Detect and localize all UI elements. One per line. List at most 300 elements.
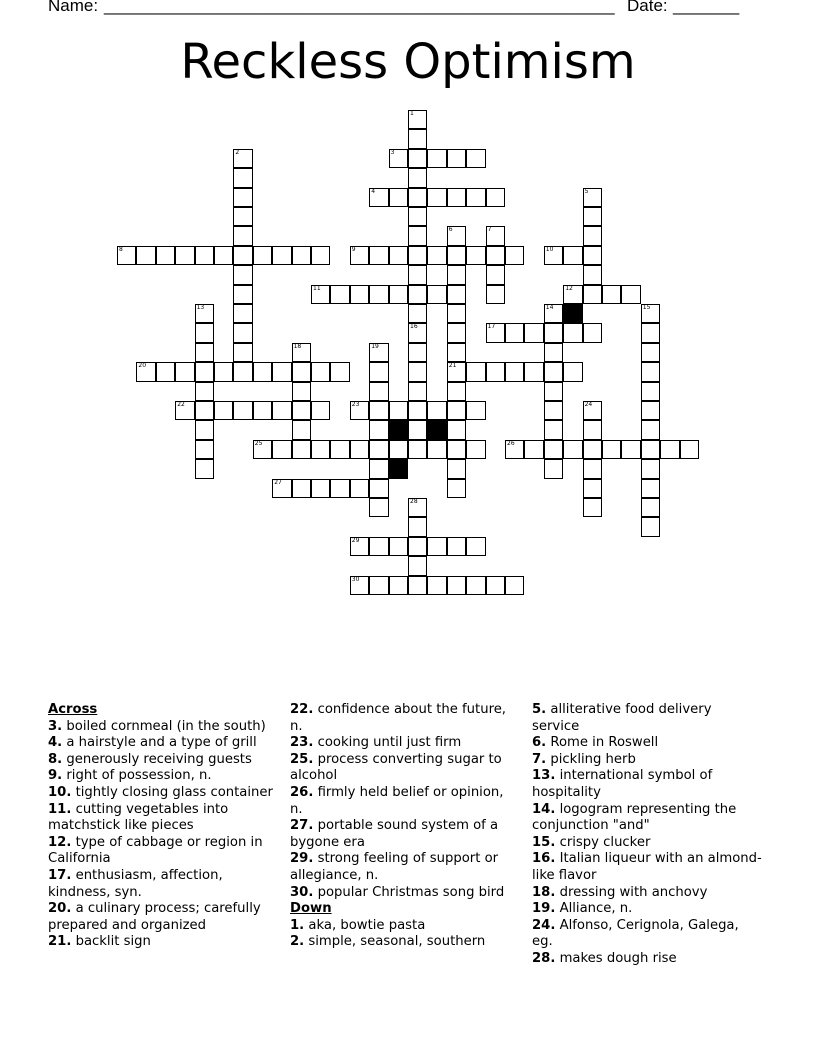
grid-cell[interactable] (311, 440, 330, 459)
grid-cell[interactable] (233, 149, 252, 168)
grid-cell[interactable] (389, 401, 408, 420)
grid-cell[interactable] (563, 323, 582, 342)
clue-number: 21 (448, 362, 457, 370)
grid-cell[interactable] (136, 246, 155, 265)
grid-cell[interactable] (544, 382, 563, 401)
grid-cell[interactable] (233, 207, 252, 226)
grid-cell[interactable] (389, 537, 408, 556)
grid-cell[interactable] (156, 362, 175, 381)
grid-cell[interactable] (427, 440, 446, 459)
grid-cell[interactable] (253, 362, 272, 381)
grid-cell[interactable] (272, 479, 291, 498)
grid-cell[interactable] (408, 323, 427, 342)
clue-item-number: 21. (48, 934, 72, 950)
grid-cell[interactable] (117, 246, 136, 265)
grid-cell[interactable] (311, 246, 330, 265)
clue-item-number: 19. (532, 901, 556, 917)
grid-cell[interactable] (233, 285, 252, 304)
grid-cell[interactable] (369, 362, 388, 381)
grid-cell[interactable] (641, 459, 660, 478)
clue-number: 28 (410, 498, 418, 505)
grid-cell[interactable] (272, 440, 291, 459)
grid-cell[interactable] (369, 479, 388, 498)
grid-cell[interactable] (544, 459, 563, 478)
grid-cell[interactable] (466, 362, 485, 381)
grid-cell[interactable] (253, 440, 272, 459)
grid-cell[interactable] (583, 188, 602, 207)
grid-cell[interactable] (505, 323, 524, 342)
grid-cell[interactable] (253, 401, 272, 420)
black-square (389, 420, 408, 439)
clue-number: 13 (196, 304, 205, 311)
clue-item-text: right of possession, n. (66, 768, 212, 784)
grid-cell[interactable] (583, 323, 602, 342)
grid-cell[interactable] (408, 110, 427, 129)
clue-item (290, 918, 520, 935)
clue-item (48, 934, 278, 951)
grid-cell[interactable] (583, 265, 602, 284)
grid-cell[interactable] (641, 479, 660, 498)
clue-item-text: Alliance, n. (559, 901, 633, 917)
grid-cell[interactable] (447, 537, 466, 556)
grid-cell[interactable] (466, 440, 485, 459)
grid-cell[interactable] (505, 362, 524, 381)
clue-item (290, 885, 520, 902)
grid-cell[interactable] (447, 459, 466, 478)
clue-item (532, 768, 762, 801)
grid-cell[interactable] (389, 285, 408, 304)
clue-number: 22 (177, 401, 185, 408)
grid-cell[interactable] (195, 323, 214, 342)
grid-cell[interactable] (408, 129, 427, 148)
clue-item-text: Rome in Roswell (550, 735, 659, 751)
grid-cell[interactable] (389, 149, 408, 168)
grid-cell[interactable] (195, 343, 214, 362)
grid-cell[interactable] (369, 459, 388, 478)
clue-item-text: pickling herb (550, 751, 636, 767)
clue-number: 8 (119, 245, 123, 253)
grid-cell[interactable] (466, 246, 485, 265)
grid-cell[interactable] (486, 323, 505, 342)
grid-cell[interactable] (292, 343, 311, 362)
clue-number: 1 (410, 110, 414, 117)
clue-item-text: logogram representing the conjunction "and" (532, 801, 737, 834)
grid-cell[interactable] (447, 401, 466, 420)
grid-cell[interactable] (350, 401, 369, 420)
clue-item-text: alliterative food delivery service (532, 702, 712, 734)
grid-cell[interactable] (369, 537, 388, 556)
grid-cell[interactable] (447, 343, 466, 362)
grid-cell[interactable] (311, 479, 330, 498)
grid-cell[interactable] (447, 304, 466, 323)
clue-number: 7 (487, 226, 492, 234)
grid-cell[interactable] (214, 362, 233, 381)
clue-section-heading: Down (290, 901, 332, 917)
grid-cell[interactable] (544, 420, 563, 439)
grid-cell[interactable] (369, 382, 388, 401)
clue-item-number: 15. (532, 834, 556, 850)
clue-item-number: 14. (532, 801, 556, 817)
grid-cell[interactable] (195, 420, 214, 439)
grid-cell[interactable] (602, 285, 621, 304)
grid-cell[interactable] (330, 362, 349, 381)
grid-cell[interactable] (408, 285, 427, 304)
grid-cell[interactable] (292, 362, 311, 381)
grid-cell[interactable] (524, 323, 543, 342)
grid-cell[interactable] (447, 149, 466, 168)
grid-cell[interactable] (621, 440, 640, 459)
grid-cell[interactable] (175, 362, 194, 381)
grid-cell[interactable] (253, 246, 272, 265)
clue-item-text: aka, bowtie pasta (308, 917, 426, 933)
grid-cell[interactable] (408, 149, 427, 168)
grid-cell[interactable] (447, 246, 466, 265)
grid-cell[interactable] (350, 440, 369, 459)
clue-number: 27 (274, 478, 282, 486)
clue-item (48, 768, 278, 785)
grid-cell[interactable] (680, 440, 699, 459)
grid-cell[interactable] (408, 517, 427, 536)
grid-cell[interactable] (427, 576, 446, 595)
grid-cell[interactable] (311, 285, 330, 304)
grid-cell[interactable] (583, 207, 602, 226)
clue-item-number: 3. (48, 718, 63, 734)
grid-cell[interactable] (544, 401, 563, 420)
grid-cell[interactable] (486, 362, 505, 381)
grid-cell[interactable] (330, 440, 349, 459)
grid-cell[interactable] (583, 285, 602, 304)
grid-cell[interactable] (583, 420, 602, 439)
grid-cell[interactable] (563, 285, 582, 304)
clue-item-text: confidence about the future, n. (290, 702, 507, 734)
grid-cell[interactable] (292, 440, 311, 459)
grid-cell[interactable] (486, 246, 505, 265)
clue-item (532, 702, 762, 735)
grid-cell[interactable] (427, 246, 446, 265)
grid-cell[interactable] (583, 226, 602, 245)
grid-cell[interactable] (233, 246, 252, 265)
grid-cell[interactable] (544, 343, 563, 362)
grid-cell[interactable] (408, 304, 427, 323)
grid-cell[interactable] (466, 149, 485, 168)
grid-cell[interactable] (408, 382, 427, 401)
grid-cell[interactable] (641, 440, 660, 459)
grid-cell[interactable] (272, 246, 291, 265)
grid-cell[interactable] (466, 576, 485, 595)
grid-cell[interactable] (233, 168, 252, 187)
clue-number: 23 (351, 401, 360, 408)
grid-cell[interactable] (505, 440, 524, 459)
clue-item-number: 8. (48, 751, 63, 767)
grid-cell[interactable] (447, 479, 466, 498)
grid-cell[interactable] (330, 285, 349, 304)
grid-cell[interactable] (583, 440, 602, 459)
clue-number: 24 (584, 401, 593, 408)
clue-item-number: 9. (48, 768, 63, 784)
clue-item-text: a hairstyle and a type of grill (66, 735, 257, 751)
date-line: _______ (673, 0, 740, 15)
clue-item (48, 835, 278, 868)
grid-cell[interactable] (233, 343, 252, 362)
clue-item (290, 752, 520, 785)
grid-cell[interactable] (544, 323, 563, 342)
name-label: Name: (48, 0, 99, 15)
grid-cell[interactable] (408, 168, 427, 187)
clue-number: 3 (390, 148, 395, 156)
grid-cell[interactable] (447, 440, 466, 459)
grid-cell[interactable] (350, 479, 369, 498)
clue-item (290, 934, 520, 951)
clue-number: 25 (254, 439, 263, 447)
grid-cell[interactable] (408, 188, 427, 207)
clue-item-text: type of cabbage or region in California (48, 834, 263, 867)
grid-cell[interactable] (408, 265, 427, 284)
grid-cell[interactable] (447, 226, 466, 245)
grid-cell[interactable] (292, 420, 311, 439)
grid-cell[interactable] (641, 401, 660, 420)
grid-cell[interactable] (427, 401, 446, 420)
grid-cell[interactable] (583, 401, 602, 420)
black-square (389, 459, 408, 478)
grid-cell[interactable] (583, 459, 602, 478)
clue-item-text: enthusiasm, affection, kindness, syn. (48, 867, 223, 900)
clue-item-text: cutting vegetables into matchstick like pieces (48, 801, 229, 834)
grid-cell[interactable] (486, 226, 505, 245)
grid-cell[interactable] (602, 440, 621, 459)
grid-cell[interactable] (408, 556, 427, 575)
clue-number: 16 (410, 323, 418, 331)
clue-item-number: 17. (48, 867, 72, 883)
grid-cell[interactable] (641, 498, 660, 517)
grid-cell[interactable] (466, 537, 485, 556)
clue-section-heading: Across (48, 702, 98, 717)
grid-cell[interactable] (408, 401, 427, 420)
clue-item-text: process converting sugar to alcohol (290, 751, 502, 784)
clue-item (48, 735, 278, 752)
clue-item-number: 26. (290, 784, 314, 800)
grid-cell[interactable] (524, 440, 543, 459)
grid-cell[interactable] (408, 207, 427, 226)
clue-item-text: portable sound system of a bygone era (290, 818, 499, 850)
grid-cell[interactable] (369, 576, 388, 595)
clue-item-number: 30. (290, 884, 314, 900)
clue-number: 29 (351, 536, 360, 544)
grid-cell[interactable] (427, 285, 446, 304)
grid-cell[interactable] (427, 149, 446, 168)
grid-cell[interactable] (311, 401, 330, 420)
grid-cell[interactable] (641, 323, 660, 342)
grid-cell[interactable] (233, 265, 252, 284)
grid-cell[interactable] (195, 459, 214, 478)
grid-cell[interactable] (447, 265, 466, 284)
grid-cell[interactable] (583, 246, 602, 265)
grid-cell[interactable] (350, 246, 369, 265)
clue-number: 20 (138, 362, 147, 370)
clue-number: 9 (351, 245, 356, 253)
grid-cell[interactable] (292, 479, 311, 498)
clue-item-number: 25. (290, 751, 314, 767)
clue-item-number: 4. (48, 735, 63, 751)
grid-cell[interactable] (195, 440, 214, 459)
grid-cell[interactable] (175, 401, 194, 420)
grid-cell[interactable] (466, 401, 485, 420)
grid-cell[interactable] (389, 576, 408, 595)
grid-cell[interactable] (350, 576, 369, 595)
grid-cell[interactable] (214, 401, 233, 420)
grid-cell[interactable] (233, 401, 252, 420)
grid-cell[interactable] (408, 576, 427, 595)
grid-cell[interactable] (369, 420, 388, 439)
clue-number: 4 (371, 187, 376, 195)
grid-cell[interactable] (389, 440, 408, 459)
clue-item (290, 851, 520, 884)
grid-cell[interactable] (447, 362, 466, 381)
grid-cell[interactable] (233, 362, 252, 381)
grid-cell[interactable] (408, 226, 427, 245)
clue-item-number: 23. (290, 735, 314, 751)
grid-cell[interactable] (330, 479, 349, 498)
grid-cell[interactable] (233, 226, 252, 245)
clue-column-2 (290, 702, 520, 951)
grid-cell[interactable] (447, 323, 466, 342)
grid-cell[interactable] (369, 188, 388, 207)
clue-number: 5 (584, 187, 589, 195)
clue-item (532, 802, 762, 835)
clue-number: 11 (313, 284, 321, 292)
grid-cell[interactable] (505, 246, 524, 265)
grid-cell[interactable] (466, 188, 485, 207)
grid-cell[interactable] (544, 246, 563, 265)
clue-number: 6 (448, 226, 453, 234)
grid-cell[interactable] (195, 362, 214, 381)
grid-cell[interactable] (195, 401, 214, 420)
grid-cell[interactable] (563, 362, 582, 381)
puzzle-title: Reckless Optimism (180, 34, 636, 90)
grid-cell[interactable] (447, 576, 466, 595)
grid-cell[interactable] (408, 343, 427, 362)
grid-cell[interactable] (408, 420, 427, 439)
grid-cell[interactable] (369, 401, 388, 420)
grid-cell[interactable] (175, 246, 194, 265)
grid-cell[interactable] (641, 304, 660, 323)
grid-cell[interactable] (641, 362, 660, 381)
grid-cell[interactable] (447, 382, 466, 401)
grid-cell[interactable] (369, 440, 388, 459)
black-square (427, 420, 446, 439)
clue-item-number: 5. (532, 702, 547, 717)
clue-item-text: simple, seasonal, southern (308, 934, 486, 950)
grid-cell[interactable] (389, 246, 408, 265)
grid-cell[interactable] (544, 362, 563, 381)
grid-cell[interactable] (195, 246, 214, 265)
clue-item-text: backlit sign (75, 934, 151, 950)
grid-cell[interactable] (524, 362, 543, 381)
grid-cell[interactable] (486, 188, 505, 207)
grid-cell[interactable] (544, 440, 563, 459)
grid-cell[interactable] (447, 285, 466, 304)
grid-cell[interactable] (369, 498, 388, 517)
grid-cell[interactable] (272, 401, 291, 420)
grid-cell[interactable] (486, 576, 505, 595)
grid-cell[interactable] (583, 498, 602, 517)
grid-cell[interactable] (505, 576, 524, 595)
grid-cell[interactable] (136, 362, 155, 381)
grid-cell[interactable] (195, 304, 214, 323)
clue-number: 19 (371, 342, 379, 350)
grid-cell[interactable] (233, 304, 252, 323)
grid-cell[interactable] (486, 265, 505, 284)
grid-cell[interactable] (447, 420, 466, 439)
clue-number: 17 (487, 323, 496, 331)
grid-cell[interactable] (369, 343, 388, 362)
grid-cell[interactable] (641, 517, 660, 536)
grid-cell[interactable] (563, 246, 582, 265)
clue-item-text: Italian liqueur with an almond-like flavor (532, 851, 762, 883)
grid-cell[interactable] (156, 246, 175, 265)
grid-cell[interactable] (447, 188, 466, 207)
grid-cell[interactable] (563, 440, 582, 459)
grid-cell[interactable] (292, 246, 311, 265)
clue-item (48, 752, 278, 769)
grid-cell[interactable] (292, 382, 311, 401)
grid-cell[interactable] (408, 362, 427, 381)
grid-cell[interactable] (389, 188, 408, 207)
clue-item (532, 951, 762, 968)
grid-cell[interactable] (408, 440, 427, 459)
grid-cell[interactable] (408, 246, 427, 265)
clue-item (48, 868, 278, 901)
grid-cell[interactable] (272, 362, 291, 381)
clue-item-text: generously receiving guests (66, 751, 252, 767)
grid-cell[interactable] (641, 382, 660, 401)
grid-cell[interactable] (350, 285, 369, 304)
grid-cell[interactable] (350, 537, 369, 556)
grid-cell[interactable] (486, 285, 505, 304)
grid-cell[interactable] (369, 246, 388, 265)
clue-item-number: 27. (290, 818, 314, 834)
clue-item (48, 901, 278, 934)
clue-item (290, 735, 520, 752)
grid-cell[interactable] (233, 323, 252, 342)
clue-number: 15 (642, 304, 651, 311)
grid-cell[interactable] (427, 188, 446, 207)
clue-item-text: makes dough rise (559, 950, 677, 966)
grid-cell[interactable] (660, 440, 679, 459)
clue-item (48, 719, 278, 736)
grid-cell[interactable] (641, 420, 660, 439)
grid-cell[interactable] (408, 537, 427, 556)
grid-cell[interactable] (583, 479, 602, 498)
grid-cell[interactable] (195, 382, 214, 401)
grid-cell[interactable] (369, 285, 388, 304)
clue-item-text: crispy clucker (559, 834, 651, 850)
grid-cell[interactable] (292, 401, 311, 420)
grid-cell[interactable] (544, 304, 563, 323)
clue-item-text: tightly closing glass container (75, 784, 273, 800)
grid-cell[interactable] (621, 285, 640, 304)
clue-item-text: boiled cornmeal (in the south) (66, 718, 266, 734)
clue-item-text: popular Christmas song bird (317, 884, 505, 900)
grid-cell[interactable] (427, 537, 446, 556)
clue-item (532, 835, 762, 852)
clue-item-number: 12. (48, 834, 72, 850)
grid-cell[interactable] (641, 343, 660, 362)
grid-cell[interactable] (408, 498, 427, 517)
grid-cell[interactable] (214, 246, 233, 265)
grid-cell[interactable] (311, 362, 330, 381)
clue-item-text: Alfonso, Cerignola, Galega, eg. (532, 917, 739, 950)
grid-cell[interactable] (233, 188, 252, 207)
